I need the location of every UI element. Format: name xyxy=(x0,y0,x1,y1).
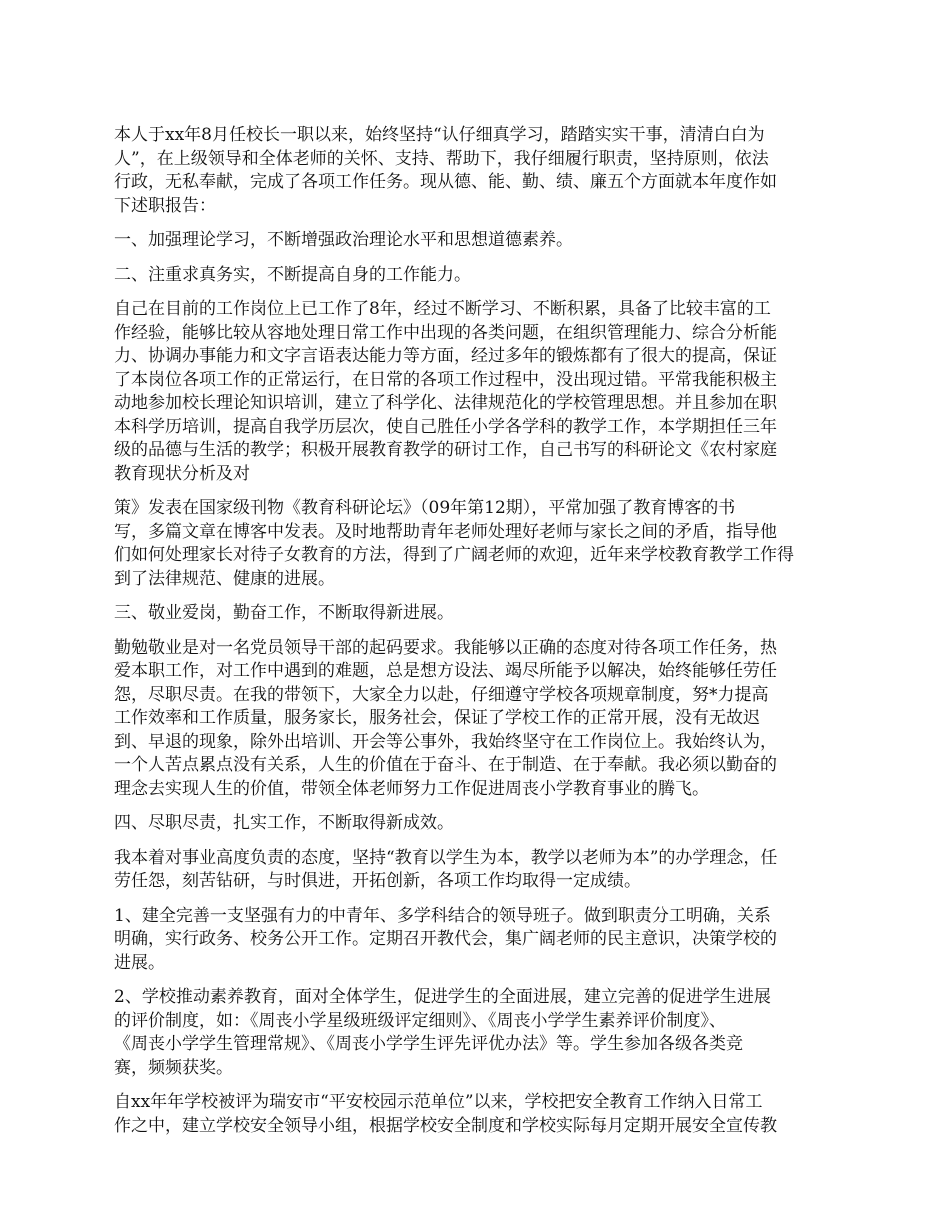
text-line: 到、早退的现象，除外出培训、开会等公事外，我始终坚守在工作岗位上。我始终认为， xyxy=(114,731,777,752)
paragraph-intro xyxy=(114,124,842,218)
paragraph-safety xyxy=(114,1091,842,1138)
text-line: 的评价制度，如：《周丧小学星级班级评定细则》、《周丧小学学生素养评价制度》、 xyxy=(114,1010,726,1031)
text-line: 工作效率和工作质量，服务家长，服务社会，保证了学校工作的正常开展，没有无故迟 xyxy=(114,708,760,728)
text-line: 我本着对事业高度负责的态度，坚持“教育以学生为本，教学以老师为本”的办学理念，任 xyxy=(114,847,778,868)
text-line: 作经验，能够比较从容地处理日常工作中出现的各类问题，在组织管理能力、综合分析能 xyxy=(114,322,777,343)
text-line: 四、尽职尽责，扎实工作，不断取得新成效。 xyxy=(114,813,454,833)
text-line: 勤勉敬业是对一名党员领导干部的起码要求。我能够以正确的态度对待各项工作任务，热 xyxy=(114,637,777,658)
section-heading-3 xyxy=(114,602,842,626)
text-line: 下述职报告： xyxy=(114,195,216,216)
text-line: 进展。 xyxy=(114,952,165,973)
text-line: 怨，尽职尽责。在我的带领下，大家全力以赴，仔细遵守学校各项规章制度，努*力提高 xyxy=(114,684,769,705)
text-line: 级的品德与生活的教学；积极开展教育教学的研讨工作，自己书写的科研论文《农村家庭 xyxy=(114,440,777,460)
text-line: 《周丧小学学生管理常规》、《周丧小学学生评先评优办法》等。学生参加各级各类竞 xyxy=(114,1034,743,1054)
text-line: 爱本职工作，对工作中遇到的难题，总是想方设法、竭尽所能予以解决，始终能够任劳任 xyxy=(114,661,777,681)
text-line: 2、学校推动素养教育，面对全体学生，促进学生的全面进展，建立完善的促进学生进展 xyxy=(114,987,771,1007)
paragraph-publication xyxy=(114,497,842,591)
text-line: 力、协调办事能力和文字言语表达能力等方面，经过多年的锻炼都有了很大的提高，保证 xyxy=(114,346,777,366)
text-line: 二、注重求真务实，不断提高自身的工作能力。 xyxy=(114,264,471,285)
text-line: 写，多篇文章在博客中发表。及时地帮助青年老师处理好老师与家长之间的矛盾，指导他 xyxy=(114,521,777,542)
text-line: 理念去实现人生的价值，带领全体老师努力工作促进周丧小学教育事业的腾飞。 xyxy=(114,778,709,799)
list-item-2 xyxy=(114,986,842,1080)
text-line: 1、建全完善一支坚强有力的中青年、多学科结合的领导班子。做到职责分工明确，关系 xyxy=(114,905,771,926)
section-heading-4 xyxy=(114,812,842,836)
text-line: 作之中，建立学校安全领导小组，根据学校安全制度和学校实际每月定期开展安全宣传教 xyxy=(114,1115,777,1136)
text-line: 了本岗位各项工作的正常运行，在日常的各项工作过程中，没出现过错。平常我能积极主 xyxy=(114,369,777,390)
text-line: 动地参加校长理论知识培训，建立了科学化、法律规范化的学校管理思想。并且参加在职 xyxy=(114,393,777,413)
text-line: 劳任怨，刻苦钻研，与时俱进，开拓创新，各项工作均取得一定成绩。 xyxy=(114,871,641,891)
text-line: 本人于xx年8月任校长一职以来，始终坚持“认仔细真学习，踏踏实实干事，清清白白为 xyxy=(114,125,765,145)
text-line: 一个人苦点累点没有关系，人生的价值在于奋斗、在于制造、在于奉献。我必须以勤奋的 xyxy=(114,755,777,775)
text-line: 策》发表在国家级刊物《教育科研论坛》（09年第12期），平常加强了教育博客的书 xyxy=(114,498,736,518)
text-line: 行政，无私奉献，完成了各项工作任务。现从德、能、勤、绩、廉五个方面就本年度作如 xyxy=(114,172,777,192)
text-line: 教育现状分析及对 xyxy=(114,463,250,484)
text-line: 自xx年年学校被评为瑞安市“平安校园示范单位”以来，学校把安全教育工作纳入日常工 xyxy=(114,1092,763,1112)
section-heading-1 xyxy=(114,229,842,253)
section-heading-2 xyxy=(114,264,842,288)
paragraph-dedication xyxy=(114,637,842,802)
text-line: 到了法律规范、健康的进展。 xyxy=(114,568,335,589)
paragraph-work-ability xyxy=(114,298,842,486)
text-line: 一、加强理论学习，不断增强政治理论水平和思想道德素养。 xyxy=(114,230,573,250)
text-line: 们如何处理家长对待子女教育的方法，得到了广阔老师的欢迎，近年来学校教育教学工作得 xyxy=(114,545,794,565)
text-line: 赛，频频获奖。 xyxy=(114,1057,233,1078)
text-line: 明确，实行政务、校务公开工作。定期召开教代会，集广阔老师的民主意识，决策学校的 xyxy=(114,929,777,949)
text-line: 人”，在上级领导和全体老师的关怀、支持、帮助下，我仔细履行职责，坚持原则，依法 xyxy=(114,148,769,169)
text-line: 本科学历培训，提高自我学历层次，使自己胜任小学各学科的教学工作，本学期担任三年 xyxy=(114,416,777,437)
paragraph-philosophy xyxy=(114,847,842,894)
text-line: 自己在目前的工作岗位上已工作了8年，经过不断学习、不断积累，具备了比较丰富的工 xyxy=(114,299,771,319)
text-line: 三、敬业爱岗，勤奋工作，不断取得新进展。 xyxy=(114,603,454,623)
list-item-1 xyxy=(114,905,842,976)
